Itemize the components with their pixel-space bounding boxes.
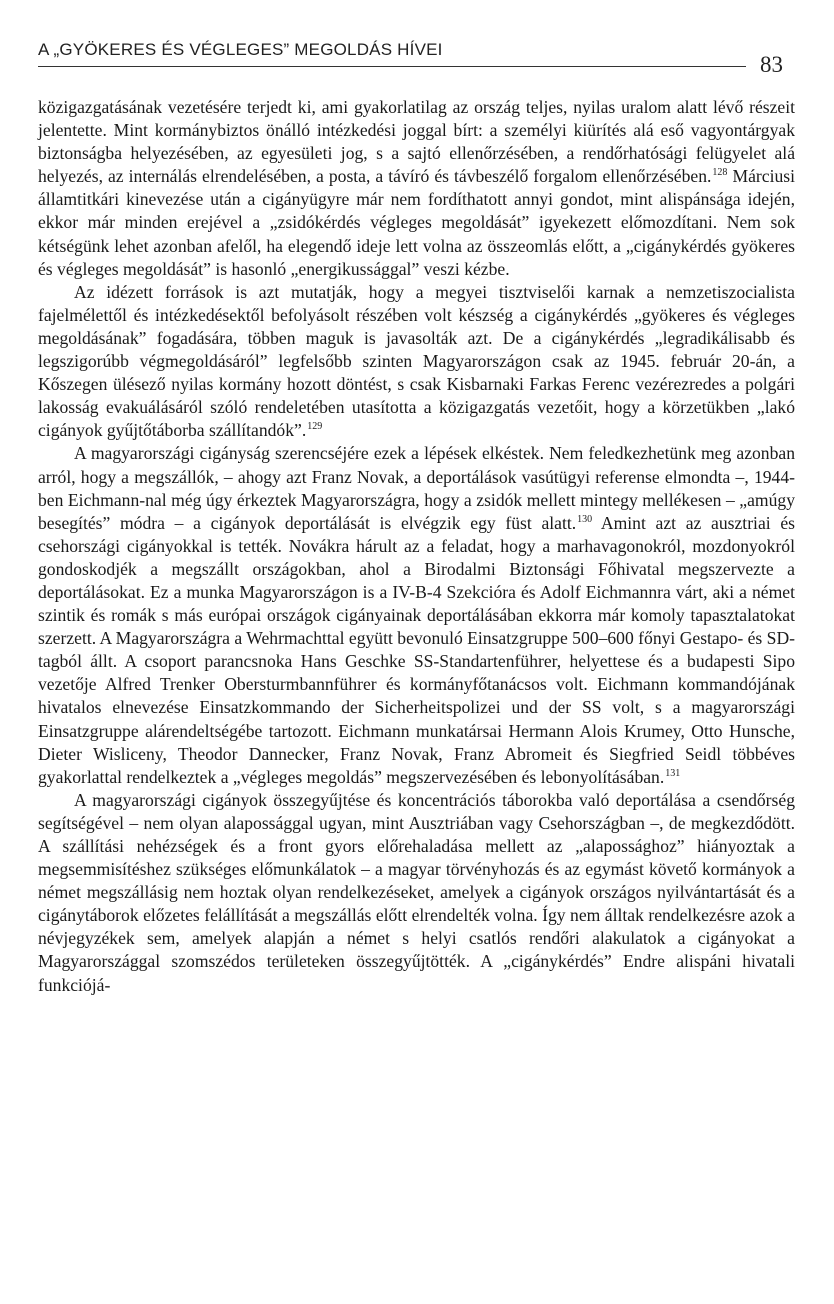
footnote-marker: 128 [712,167,728,179]
body-text [38,96,795,997]
paragraph-text: A magyarországi cigányok összegyűjtése és koncentrációs táborokba való deportálása a csendőrség segítségével – nem olyan alapossággal ugyan, mint Ausztriában vagy Csehországban –, de megkezdődött. A szállítási nehézségek és a front gyors előrehaladása mellett az „alapossághoz” hiányoztak a megsemmisítéshez szükséges előmunkálatok – a magyar törvényhozás és az egymást követő kormányok a német megszállásig nem hoztak olyan rendelkezéseket, amelyek a cigányok országos nyilvántartását és a cigánytáborok előzetes felállítását a megszállás előtt elrendelték volna. Így nem álltak rendelkezésre azok a névjegyzékek sem, amelyek alapján a német s helyi csatlós rendőri alakulatok a cigányokat a Magyarországgal szomszédos területeken összegyűjtötték. A „cigánykérdés” Endre alispáni hivatali funkciójá- [38,789,795,995]
paragraph [38,281,795,443]
paragraph-text: Márciusi államtitkári kinevezése után a cigányügyre már nem fordíthatott annyi gondot, mint alispánsága idején, ekkor már minden erejével a „zsidókérdés végleges megoldását” igyekezett előmozdítani. Nem sok kétségünk lehet azonban afelől, ha elegendő ideje lett volna az összeomlás előtt, a „cigánykérdés gyökeres és végleges megoldását” is hasonló „energikussággal” veszi kézbe. [38,166,795,279]
footnote-marker: 131 [665,767,681,779]
paragraph-text: A magyarországi cigányság szerencséjére ezek a lépések elkéstek. Nem feledkezhetünk meg azonban arról, hogy a megszállók, – ahogy azt Franz Novak, a deportálások vasútügyi referense elmondta –, 1944-ben Eichmann-nal még úgy érkeztek Magyarországra, hogy a zsidók mellett mintegy mellékesen – „amúgy besegítés” módra – a cigányok deportálását is elvégzik egy füst alatt. [38,443,795,533]
paragraph-text: Amint azt az ausztriai és csehországi cigányokkal is tették. Novákra hárult az a feladat, hogy a marhavagonokról, mozdonyokról gondoskodjék a megszállt országokban, ahol a Birodalmi Biztonsági Főhivatal megszervezte a deportálásokat. Ez a munka Magyarországon is a IV-B-4 Szekcióra és Adolf Eichmannra várt, aki a német szintik és romák s más európai országok cigányainak deportálásában ekkorra már komoly tapasztalatokat szerzett. A Magyarországra a Wehrmachttal együtt bevonuló Einsatzgruppe 500–600 főnyi Gestapo- és SD-tagból állt. A csoport parancsnoka Hans Geschke SS-Standartenführer, helyettese és a budapesti Sipo vezetője Alfred Trenker Obersturmbannführer és kormányfőtanácsos volt. Eichmann kommandójának hivatalos elnevezése Einsatzkommando der Sicherheitspolizei und der SS volt, s a magyarországi Einsatzgruppe alárendeltségébe tartozott. Eichmann munkatársai Hermann Alois Krumey, Otto Hunsche, Dieter Wisliceny, Theodor Dannecker, Franz Novak, Franz Abromeit és Siegfried Seidl többéves gyakorlattal rendelkeztek a „végleges megoldás” megszervezésében és lebonyolításában. [38,512,796,787]
page-number: 83 [760,52,783,77]
paragraph [38,789,795,997]
header-rule [38,66,746,67]
paragraph [38,442,795,788]
running-title: A „GYÖKERES ÉS VÉGLEGES” MEGOLDÁS HÍVEI [38,40,443,59]
footnote-marker: 130 [577,513,593,525]
paragraph-text: Az idézett források is azt mutatják, hogy a megyei tisztviselői karnak a nemzetiszocialista fajelmélettől és intézkedésektől befolyásolt részében volt készség a cigánykérdés „gyökeres és végleges megoldásának” fogadására, többen maguk is javasolták azt. De a cigánykérdés „legradikálisabb és legszigorúbb végmegoldásáról” legfelsőbb szinten Magyarországon csak az 1945. február 20-án, a Kőszegen ülésező nyilas kormány hozott döntést, s csak Kisbarnaki Farkas Ferenc vezérezredes a polgári lakosság evakuálásáról szóló rendeletében utasította a közigazgatás vezetőit, hogy a körzetükben „lakó cigányok gyűjtőtáborba szállítandók”. [38,281,795,441]
paragraph-text: közigazgatásának vezetésére terjedt ki, ami gyakorlatilag az ország teljes, nyilas uralom alatt lévő részeit jelentette. Mint kormánybiztos önálló intézkedési joggal bírt: a személyi kiürítés alá eső vagyontárgyak biztonságba helyezésében, az egyesületi jog, s a sajtó ellenőrzésében, a rendőrhatósági felügyelet alá helyezés, az internálás elrendelésében, a posta, a távíró és távbeszélő forgalom ellenőrzésében. [38,97,795,187]
paragraph [38,96,795,281]
footnote-marker: 129 [307,421,323,433]
